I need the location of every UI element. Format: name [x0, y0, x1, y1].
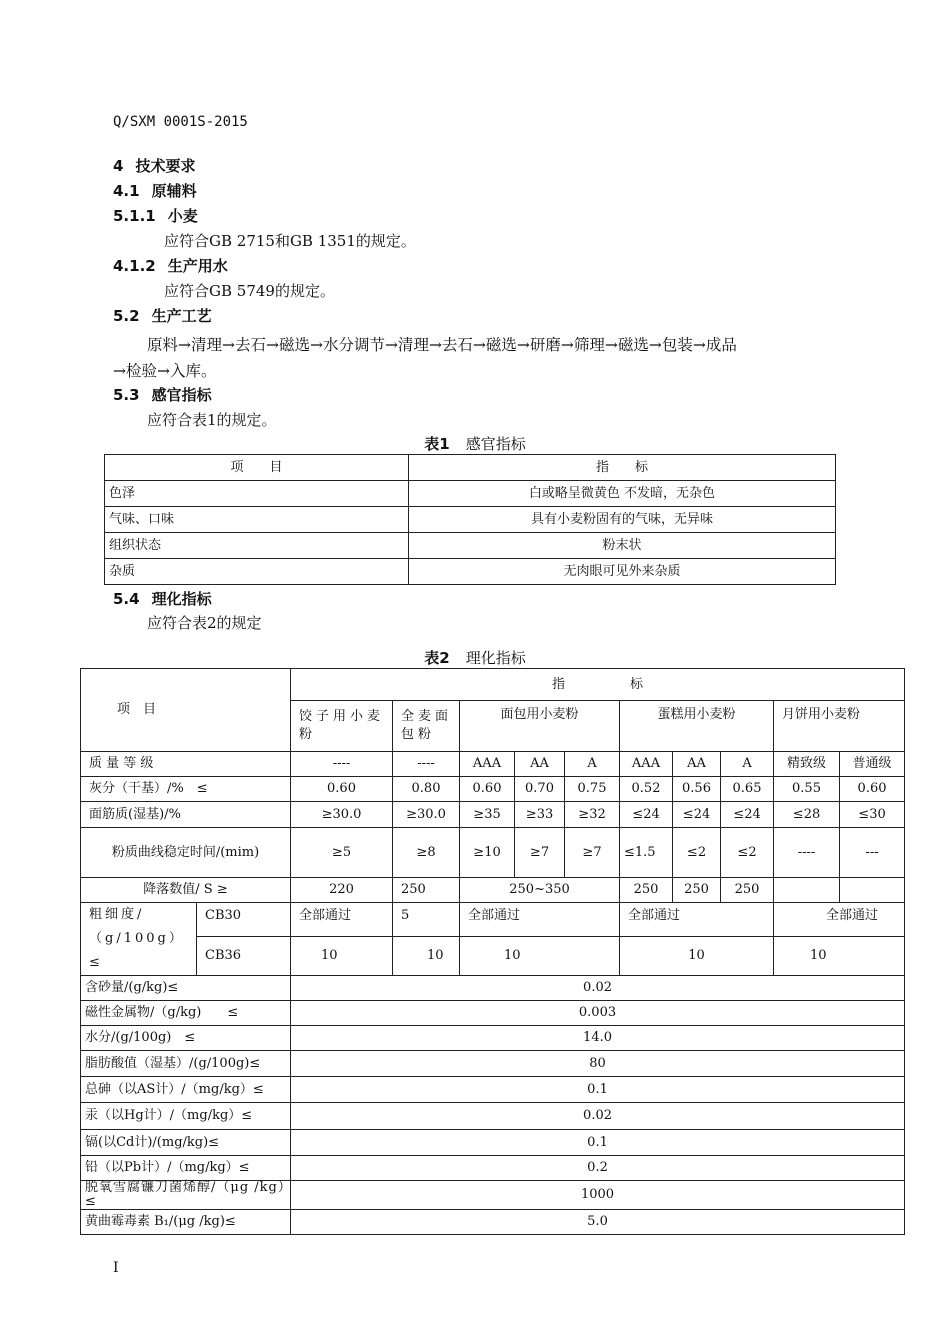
table-cell: ≥8	[393, 828, 460, 878]
row-label: 总砷（以AS计）/（mg/kg）≤	[81, 1077, 291, 1103]
table-cell: 0.60	[460, 777, 515, 802]
header-cell: 项 目	[105, 455, 409, 481]
table-row-stability	[81, 828, 905, 878]
table-cell: ≤30	[840, 802, 905, 828]
table-row	[81, 1077, 905, 1103]
table-cell: A	[721, 752, 774, 777]
table-cell: AA	[515, 752, 565, 777]
row-label: 含砂量/(g/kg)≤	[81, 976, 291, 1001]
section-number: 5.4	[113, 590, 140, 608]
table-cell: ≥35	[460, 802, 515, 828]
group-header-dumpling: 饺子用小麦粉	[291, 701, 393, 752]
table-cell: 0.56	[673, 777, 721, 802]
table-cell: AAA	[620, 752, 673, 777]
page-number: I	[113, 1260, 119, 1276]
table-cell: ≤24	[620, 802, 673, 828]
item-header-cell: 项 目	[81, 669, 291, 752]
table-row	[81, 1210, 905, 1235]
table-cell: 0.80	[393, 777, 460, 802]
index-header-cell: 指 标	[291, 669, 905, 701]
row-label: 铅（以Pb计）/（mg/kg）≤	[81, 1156, 291, 1181]
section-5-1-1-heading	[113, 205, 198, 226]
table-cell: 杂质	[105, 559, 409, 585]
table-row	[81, 976, 905, 1001]
table-row	[81, 1103, 905, 1130]
table-cell: 0.60	[840, 777, 905, 802]
table-cell: 1000	[291, 1181, 905, 1210]
table-cell: ≥30.0	[291, 802, 393, 828]
document-code: Q/SXM 0001S-2015	[113, 114, 248, 130]
section-4-1-2-heading	[113, 255, 228, 276]
table-cell: 0.1	[291, 1077, 905, 1103]
section-number: 4.1	[113, 182, 140, 200]
table-row	[105, 481, 836, 507]
table-row	[81, 1181, 905, 1210]
sensory-table	[104, 454, 836, 585]
row-label: 面筋质(湿基)/%	[81, 802, 291, 828]
table-cell: ≤2	[673, 828, 721, 878]
row-label: 黄曲霉毒素 B₁/(μg /kg)≤	[81, 1210, 291, 1235]
section-5-3-text: 应符合表1的规定。	[147, 411, 277, 429]
table-cell: 80	[291, 1051, 905, 1077]
table-cell	[840, 878, 905, 903]
table-cell: ----	[393, 752, 460, 777]
table-cell: ≤1.5	[620, 828, 673, 878]
section-title: 生产工艺	[151, 307, 212, 325]
row-label: 水分/(g/100g) ≤	[81, 1026, 291, 1051]
section-title: 理化指标	[151, 590, 212, 608]
table-cell: ≥5	[291, 828, 393, 878]
section-5-2-heading	[113, 305, 212, 326]
section-title: 生产用水	[167, 257, 228, 275]
table-cell: 0.1	[291, 1130, 905, 1156]
group-header-bread: 面包用小麦粉	[460, 701, 620, 752]
table-row	[105, 533, 836, 559]
table-cell: 普通级	[840, 752, 905, 777]
table-cell: ----	[291, 752, 393, 777]
table2-caption-title: 理化指标	[465, 649, 526, 667]
table-row	[105, 559, 836, 585]
table-cell: ---	[840, 828, 905, 878]
row-label: 脂肪酸值（湿基）/(g/100g)≤	[81, 1051, 291, 1077]
section-5-4-text: 应符合表2的规定	[147, 614, 262, 632]
table-row	[81, 1026, 905, 1051]
table-cell: 0.65	[721, 777, 774, 802]
table-row	[81, 1051, 905, 1077]
table-cell: 0.70	[515, 777, 565, 802]
row-label: 磁性金属物/（g/kg) ≤	[81, 1001, 291, 1026]
table-cell	[774, 878, 840, 903]
table-cell: 全部通过	[620, 903, 774, 937]
table-cell: 0.2	[291, 1156, 905, 1181]
row-label: 降落数值/ S ≥	[81, 878, 291, 903]
row-label: 质 量 等 级	[81, 752, 291, 777]
table-row-ash	[81, 777, 905, 802]
header-cell: 指 标	[409, 455, 836, 481]
section-5-4-heading	[113, 588, 212, 609]
group-header-mooncake: 月饼用小麦粉	[774, 701, 905, 752]
table-cell: AA	[673, 752, 721, 777]
table1-caption	[0, 433, 950, 454]
section-number: 4.1.2	[113, 257, 156, 275]
group-header-cake: 蛋糕用小麦粉	[620, 701, 774, 752]
table-row-gluten	[81, 802, 905, 828]
table-cell: ≤2	[721, 828, 774, 878]
row-label: 粉质曲线稳定时间/(mim)	[81, 828, 291, 878]
table-row	[81, 1130, 905, 1156]
table-header-row	[105, 455, 836, 481]
table-cell: 250	[393, 878, 460, 903]
table-cell: 色泽	[105, 481, 409, 507]
section-4-heading	[113, 155, 195, 176]
process-flow-line-2: →检验→入库。	[113, 362, 217, 380]
row-label: 灰分（干基）/% ≤	[81, 777, 291, 802]
section-number: 4	[113, 157, 124, 175]
table-cell: ≥7	[565, 828, 620, 878]
section-5-3-heading	[113, 384, 212, 405]
table-cell: 5	[393, 903, 460, 937]
section-title: 感官指标	[151, 386, 212, 404]
table-cell: ≤24	[721, 802, 774, 828]
table-row-grade	[81, 752, 905, 777]
sieve-label: CB30	[197, 903, 291, 937]
table-cell: 0.02	[291, 1103, 905, 1130]
table-cell: 250	[673, 878, 721, 903]
table-row-fineness-cb36	[81, 937, 905, 976]
table2-caption	[0, 647, 950, 668]
table-cell: 0.75	[565, 777, 620, 802]
table-cell: 组织状态	[105, 533, 409, 559]
section-4-1-2-text: 应符合GB 5749的规定。	[164, 282, 335, 300]
table-cell: ≤24	[673, 802, 721, 828]
table-cell: ----	[774, 828, 840, 878]
table-cell: ≥10	[460, 828, 515, 878]
table-cell: ≥7	[515, 828, 565, 878]
table-cell: 0.02	[291, 976, 905, 1001]
table-cell: 0.52	[620, 777, 673, 802]
table-cell: 250	[620, 878, 673, 903]
table-cell: 0.003	[291, 1001, 905, 1026]
section-number: 5.3	[113, 386, 140, 404]
table-cell: 全部通过	[460, 903, 620, 937]
table-cell: 粉末状	[409, 533, 836, 559]
table-cell: ≥33	[515, 802, 565, 828]
table-cell: 220	[291, 878, 393, 903]
section-title: 小麦	[167, 207, 198, 225]
table-cell: 10	[460, 937, 620, 976]
physicochemical-table	[80, 668, 905, 1235]
table-cell: ≥30.0	[393, 802, 460, 828]
group-header-whole-wheat: 全麦面包粉	[393, 701, 460, 752]
table-cell: 白或略呈微黄色 不发暗，无杂色	[409, 481, 836, 507]
table-row	[105, 507, 836, 533]
sieve-label: CB36	[197, 937, 291, 976]
table-row	[81, 1001, 905, 1026]
section-5-1-1-text: 应符合GB 2715和GB 1351的规定。	[164, 232, 416, 250]
row-label: 粗细度/（g/100g）≤	[81, 903, 197, 976]
table1-caption-title: 感官指标	[465, 435, 526, 453]
process-flow-line-1: 原料→清理→去石→磁选→水分调节→清理→去石→磁选→研磨→筛理→磁选→包装→成品	[147, 336, 737, 354]
row-label: 汞（以Hg计）/（mg/kg）≤	[81, 1103, 291, 1130]
section-title: 原辅料	[151, 182, 197, 200]
row-label: 脱氧雪腐镰刀菌烯醇/（μg /kg） ≤	[81, 1181, 291, 1210]
table-cell: 10	[620, 937, 774, 976]
table-cell: 10	[291, 937, 393, 976]
table2-caption-number: 表2	[424, 649, 450, 667]
table-cell: A	[565, 752, 620, 777]
table-header-row	[81, 669, 905, 701]
table-cell: ≤28	[774, 802, 840, 828]
table-cell: 14.0	[291, 1026, 905, 1051]
table-cell: 5.0	[291, 1210, 905, 1235]
table-cell: 0.60	[291, 777, 393, 802]
table-cell: 0.55	[774, 777, 840, 802]
section-title: 技术要求	[135, 157, 196, 175]
table-cell: 具有小麦粉固有的气味，无异味	[409, 507, 836, 533]
table-cell: 全部通过	[291, 903, 393, 937]
table-cell: 250~350	[460, 878, 620, 903]
table1-caption-number: 表1	[424, 435, 450, 453]
table-cell: 10	[393, 937, 460, 976]
table-cell: 全部通过	[774, 903, 905, 937]
table-cell: 精致级	[774, 752, 840, 777]
table-cell: 气味、口味	[105, 507, 409, 533]
table-cell: 无肉眼可见外来杂质	[409, 559, 836, 585]
table-row-fineness-cb30	[81, 903, 905, 937]
section-4-1-heading	[113, 180, 197, 201]
table-cell: 10	[774, 937, 905, 976]
table-row-falling-number	[81, 878, 905, 903]
section-number: 5.2	[113, 307, 140, 325]
table-cell: ≥32	[565, 802, 620, 828]
row-label: 镉(以Cd计)/(mg/kg)≤	[81, 1130, 291, 1156]
section-number: 5.1.1	[113, 207, 156, 225]
table-cell: 250	[721, 878, 774, 903]
table-row	[81, 1156, 905, 1181]
table-cell: AAA	[460, 752, 515, 777]
